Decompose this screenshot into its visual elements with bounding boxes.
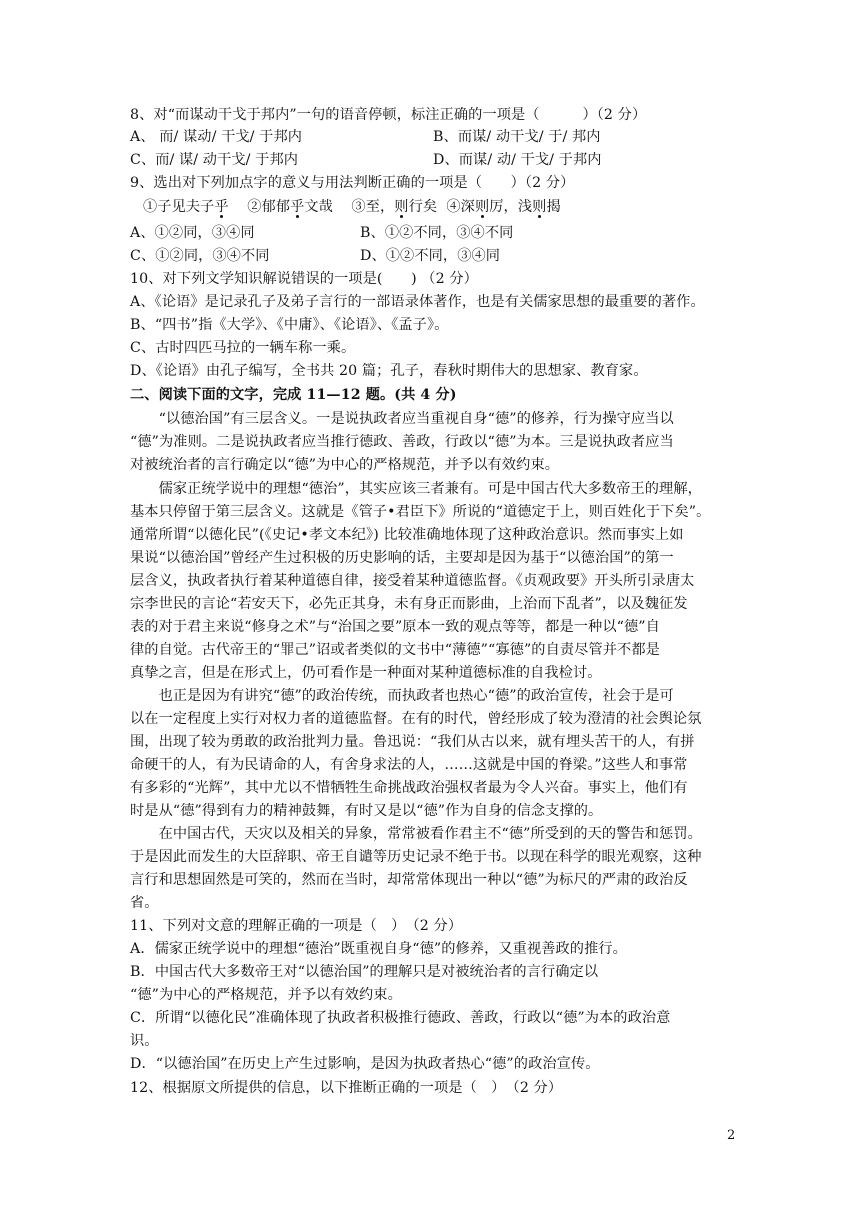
passage-line: 对被统治者的言行确定以“德”为中心的严格规范，并予以有效约束。 <box>130 457 560 473</box>
q11-stem: 11、下列对文意的理解正确的一项是（ ） （2 分） <box>130 918 463 934</box>
page-number: 2 <box>727 1128 736 1143</box>
q9-option-b: B、①②不同，③④不同 <box>360 225 514 241</box>
q11-option-b: B．中国古代大多数帝王对“以德治国”的理解只是对被统治者的言行确定以 <box>130 964 599 980</box>
q10-option-d: D、《论语》由孔子编写，全书共 20 篇；孔子，春秋时期伟大的思想家、教育家。 <box>130 363 648 379</box>
q10-option-c: C、古时四匹马拉的一辆车称一乘。 <box>130 340 356 356</box>
q9-item-2: ②郁郁乎文哉 <box>247 199 333 215</box>
q11-option-c: C．所谓“以德化民”准确体现了执政者积极推行德政、善政，行政以“德”为本的政治意 <box>130 1010 671 1026</box>
q8-options-row2 <box>130 149 740 171</box>
q9-item-1: ①子见夫子乎 <box>143 199 229 215</box>
q8-stem: 8、对“而谋动干戈于邦内”一句的语音停顿，标注正确的一项是（ ）（2 分） <box>130 107 647 123</box>
passage-line: “以德治国”有三层含义。一是说执政者应当重视自身“德”的修养，行为操守应当以 <box>130 411 674 427</box>
q9-option-c: C、①②同，③④不同 <box>130 248 270 264</box>
q10-option-b: B、“四书”指《大学》、《中庸》、《论语》、《孟子》。 <box>130 317 449 333</box>
q11-option-c-cont: 识。 <box>130 1033 159 1049</box>
q9-options-row2 <box>130 245 740 267</box>
section-heading: 二、阅读下面的文字，完成 11—12 题。(共 4 分) <box>130 387 457 403</box>
q11-option-b-cont: “德”为中心的严格规范，并予以有效约束。 <box>130 987 402 1003</box>
q8-options-row1 <box>130 126 740 148</box>
q9-item-3: ③至，则行矣 <box>351 199 438 215</box>
passage-line: 以在一定程度上实行对权力者的道德监督。在有的时代，曾经形成了较为澄清的社会舆论氛 <box>130 711 702 727</box>
q11-option-a: A．儒家正统学说中的理想“德治”既重视自身“德”的修养，又重视善政的推行。 <box>130 941 627 957</box>
q9-items <box>143 196 753 218</box>
q10-stem: 10、对下列文学知识解说错误的一项是( ) （2 分） <box>130 271 478 287</box>
q8-option-d: D、而谋/ 动/ 干戈/ 于邦内 <box>433 152 602 168</box>
passage-line: 儒家正统学说中的理想“德治”，其实应该三者兼有。可是中国古代大多数帝王的理解， <box>130 481 702 497</box>
passage-line: 表的对于君主来说“修身之术”与“治国之要”原本一致的观点等等，都是一种以“德”自 <box>130 619 660 635</box>
q11-option-d: D．“以德治国”在历史上产生过影响，是因为执政者热心“德”的政治宣传。 <box>130 1056 600 1072</box>
q12-stem: 12、根据原文所提供的信息，以下推断正确的一项是（ ） （2 分） <box>130 1080 563 1096</box>
passage-line: “德”为准则。二是说执政者应当推行德政、善政，行政以“德”为本。三是说执政者应当 <box>130 434 674 450</box>
passage-line: 宗李世民的言论“若安天下，必先正其身，未有身正而影曲，上治而下乱者”，以及魏征发 <box>130 596 688 612</box>
q9-options-row1 <box>130 222 740 244</box>
passage-line: 时是从“德”得到有力的精神鼓舞，有时又是以“德”作为自身的信念支撑的。 <box>130 803 603 819</box>
q9-item-4: ④深则厉，浅则揭 <box>446 199 561 215</box>
passage-line: 层含义，执政者执行着某种道德自律，接受着某种道德监督。《贞观政要》开头所引录唐太 <box>130 573 695 589</box>
dotted-char: 则 <box>532 199 547 215</box>
q10-option-a: A、《论语》是记录孔子及弟子言行的一部语录体著作，也是有关儒家思想的最重要的著作。 <box>130 294 705 310</box>
dotted-char: 乎 <box>290 199 305 215</box>
passage-line: 在中国古代，天灾以及相关的异象，常常被看作君主不“德”所受到的天的警告和惩罚。 <box>130 826 702 842</box>
passage-line: 命硬干的人，有为民请命的人，有舍身求法的人，……这就是中国的脊梁。”这些人和事常 <box>130 757 688 773</box>
dotted-char: 则 <box>474 199 490 215</box>
q8-option-c: C、而/ 谋/ 动干戈/ 于邦内 <box>130 152 299 168</box>
q8-option-a: A、 而/ 谋动/ 干戈/ 于邦内 <box>130 129 303 145</box>
q9-option-d: D、①②不同，③④同 <box>360 248 501 264</box>
passage-line: 律的自觉。古代帝王的“罪己”诏或者类似的文书中“薄德”“寡德”的自责尽管并不都是 <box>130 642 660 658</box>
passage-line: 基本只停留于第三层含义。这就是《管子•君臣下》所说的“道德定于上，则百姓化于下矣”。 <box>130 504 711 520</box>
passage-line: 真挚之言，但是在形式上，仍可看作是一种面对某种道德标准的自我检讨。 <box>130 665 602 681</box>
passage-line: 言行和思想固然是可笑的，然而在当时，却常常体现出一种以“德”为标尺的严肃的政治反 <box>130 872 688 888</box>
passage-line: 也正是因为有讲究“德”的政治传统，而执政者也热心“德”的政治宣传，社会于是可 <box>130 688 674 704</box>
passage-line: 省。 <box>130 895 159 911</box>
q8-option-b: B、而谋/ 动干戈/ 于/ 邦内 <box>433 129 601 145</box>
q9-stem: 9、选出对下列加点字的意义与用法判断正确的一项是（ ）（2 分） <box>130 175 575 191</box>
passage-line: 果说“以德治国”曾经产生过积极的历史影响的话，主要却是因为基于“以德治国”的第一 <box>130 550 674 566</box>
passage-line: 于是因此而发生的大臣辞职、帝王自谴等历史记录不绝于书。以现在科学的眼光观察，这种 <box>130 849 702 865</box>
passage-line: 有多彩的“光辉”，其中尤以不惜牺牲生命挑战政治强权者最为令人兴奋。事实上，他们有 <box>130 780 688 796</box>
dotted-char: 则 <box>394 199 409 215</box>
passage-line: 围，出现了较为勇敢的政治批判力量。鲁迅说：“我们从古以来，就有埋头苦干的人，有拼 <box>130 734 695 750</box>
q9-option-a: A、①②同，③④同 <box>130 225 255 241</box>
passage-line: 通常所谓“以德化民”(《史记•孝文本纪》) 比较准确地体现了这种政治意识。然而事实上如 <box>130 527 684 543</box>
dotted-char: 乎 <box>214 199 229 215</box>
